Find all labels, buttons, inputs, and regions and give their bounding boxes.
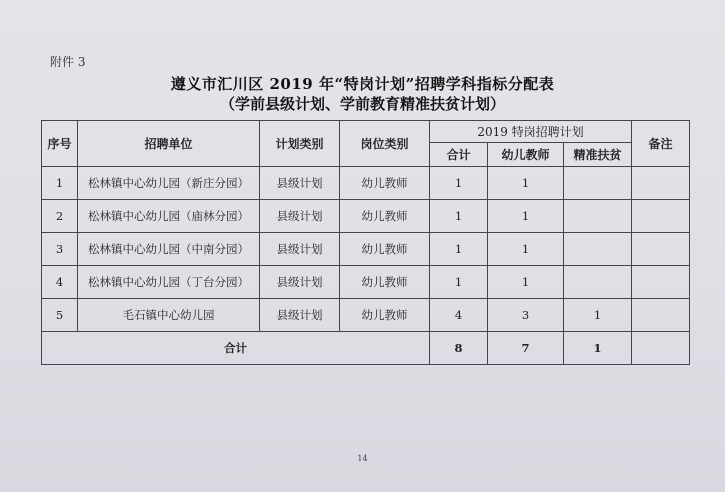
cell-preschool: 1 xyxy=(488,266,564,299)
cell-unit: 松林镇中心幼儿园（庙林分园） xyxy=(78,200,260,233)
cell-unit: 松林镇中心幼儿园（中南分园） xyxy=(78,233,260,266)
col-header-total: 合计 xyxy=(430,143,488,167)
cell-remark xyxy=(632,266,690,299)
cell-plan-type: 县级计划 xyxy=(260,299,340,332)
cell-unit: 毛石镇中心幼儿园 xyxy=(78,299,260,332)
cell-sum-total: 8 xyxy=(430,332,488,365)
cell-total: 1 xyxy=(430,266,488,299)
cell-poverty xyxy=(564,233,632,266)
col-header-post-type: 岗位类别 xyxy=(340,121,430,167)
table-row xyxy=(42,200,690,233)
cell-total: 1 xyxy=(430,233,488,266)
cell-plan-type: 县级计划 xyxy=(260,167,340,200)
document-subtitle: （学前县级计划、学前教育精准扶贫计划） xyxy=(219,95,505,113)
cell-post-type: 幼儿教师 xyxy=(340,233,430,266)
cell-remark xyxy=(632,200,690,233)
table-header-row xyxy=(42,121,690,143)
col-header-preschool: 幼儿教师 xyxy=(488,143,564,167)
cell-post-type: 幼儿教师 xyxy=(340,167,430,200)
cell-poverty: 1 xyxy=(564,299,632,332)
cell-plan-type: 县级计划 xyxy=(260,200,340,233)
cell-post-type: 幼儿教师 xyxy=(340,299,430,332)
page-number: 14 xyxy=(357,454,368,463)
table-row xyxy=(42,167,690,200)
allocation-table xyxy=(41,120,690,365)
cell-remark xyxy=(632,167,690,200)
cell-poverty xyxy=(564,266,632,299)
cell-post-type: 幼儿教师 xyxy=(340,266,430,299)
cell-sum-poverty: 1 xyxy=(564,332,632,365)
cell-sum-preschool: 7 xyxy=(488,332,564,365)
cell-total: 1 xyxy=(430,167,488,200)
cell-poverty xyxy=(564,167,632,200)
cell-unit: 松林镇中心幼儿园（丁台分园） xyxy=(78,266,260,299)
cell-plan-type: 县级计划 xyxy=(260,233,340,266)
col-header-unit: 招聘单位 xyxy=(78,121,260,167)
cell-seq: 2 xyxy=(42,200,78,233)
cell-total: 1 xyxy=(430,200,488,233)
col-header-poverty: 精准扶贫 xyxy=(564,143,632,167)
cell-post-type: 幼儿教师 xyxy=(340,200,430,233)
cell-total: 4 xyxy=(430,299,488,332)
col-header-seq: 序号 xyxy=(42,121,78,167)
cell-remark xyxy=(632,299,690,332)
cell-preschool: 1 xyxy=(488,200,564,233)
cell-seq: 3 xyxy=(42,233,78,266)
attachment-label: 附件 3 xyxy=(50,55,86,69)
table-row xyxy=(42,266,690,299)
cell-preschool: 1 xyxy=(488,167,564,200)
cell-total-label: 合计 xyxy=(42,332,430,365)
cell-seq: 1 xyxy=(42,167,78,200)
cell-preschool: 1 xyxy=(488,233,564,266)
cell-plan-type: 县级计划 xyxy=(260,266,340,299)
table-total-row xyxy=(42,332,690,365)
cell-sum-remark xyxy=(632,332,690,365)
col-header-plan-group: 2019 特岗招聘计划 xyxy=(430,121,632,143)
cell-remark xyxy=(632,233,690,266)
cell-preschool: 3 xyxy=(488,299,564,332)
col-header-remark: 备注 xyxy=(632,121,690,167)
col-header-plan-type: 计划类别 xyxy=(260,121,340,167)
cell-seq: 5 xyxy=(42,299,78,332)
cell-poverty xyxy=(564,200,632,233)
table-row xyxy=(42,299,690,332)
table-row xyxy=(42,233,690,266)
cell-seq: 4 xyxy=(42,266,78,299)
document-title: 遵义市汇川区 2019 年“特岗计划”招聘学科指标分配表 xyxy=(170,75,555,93)
cell-unit: 松林镇中心幼儿园（新庄分园） xyxy=(78,167,260,200)
